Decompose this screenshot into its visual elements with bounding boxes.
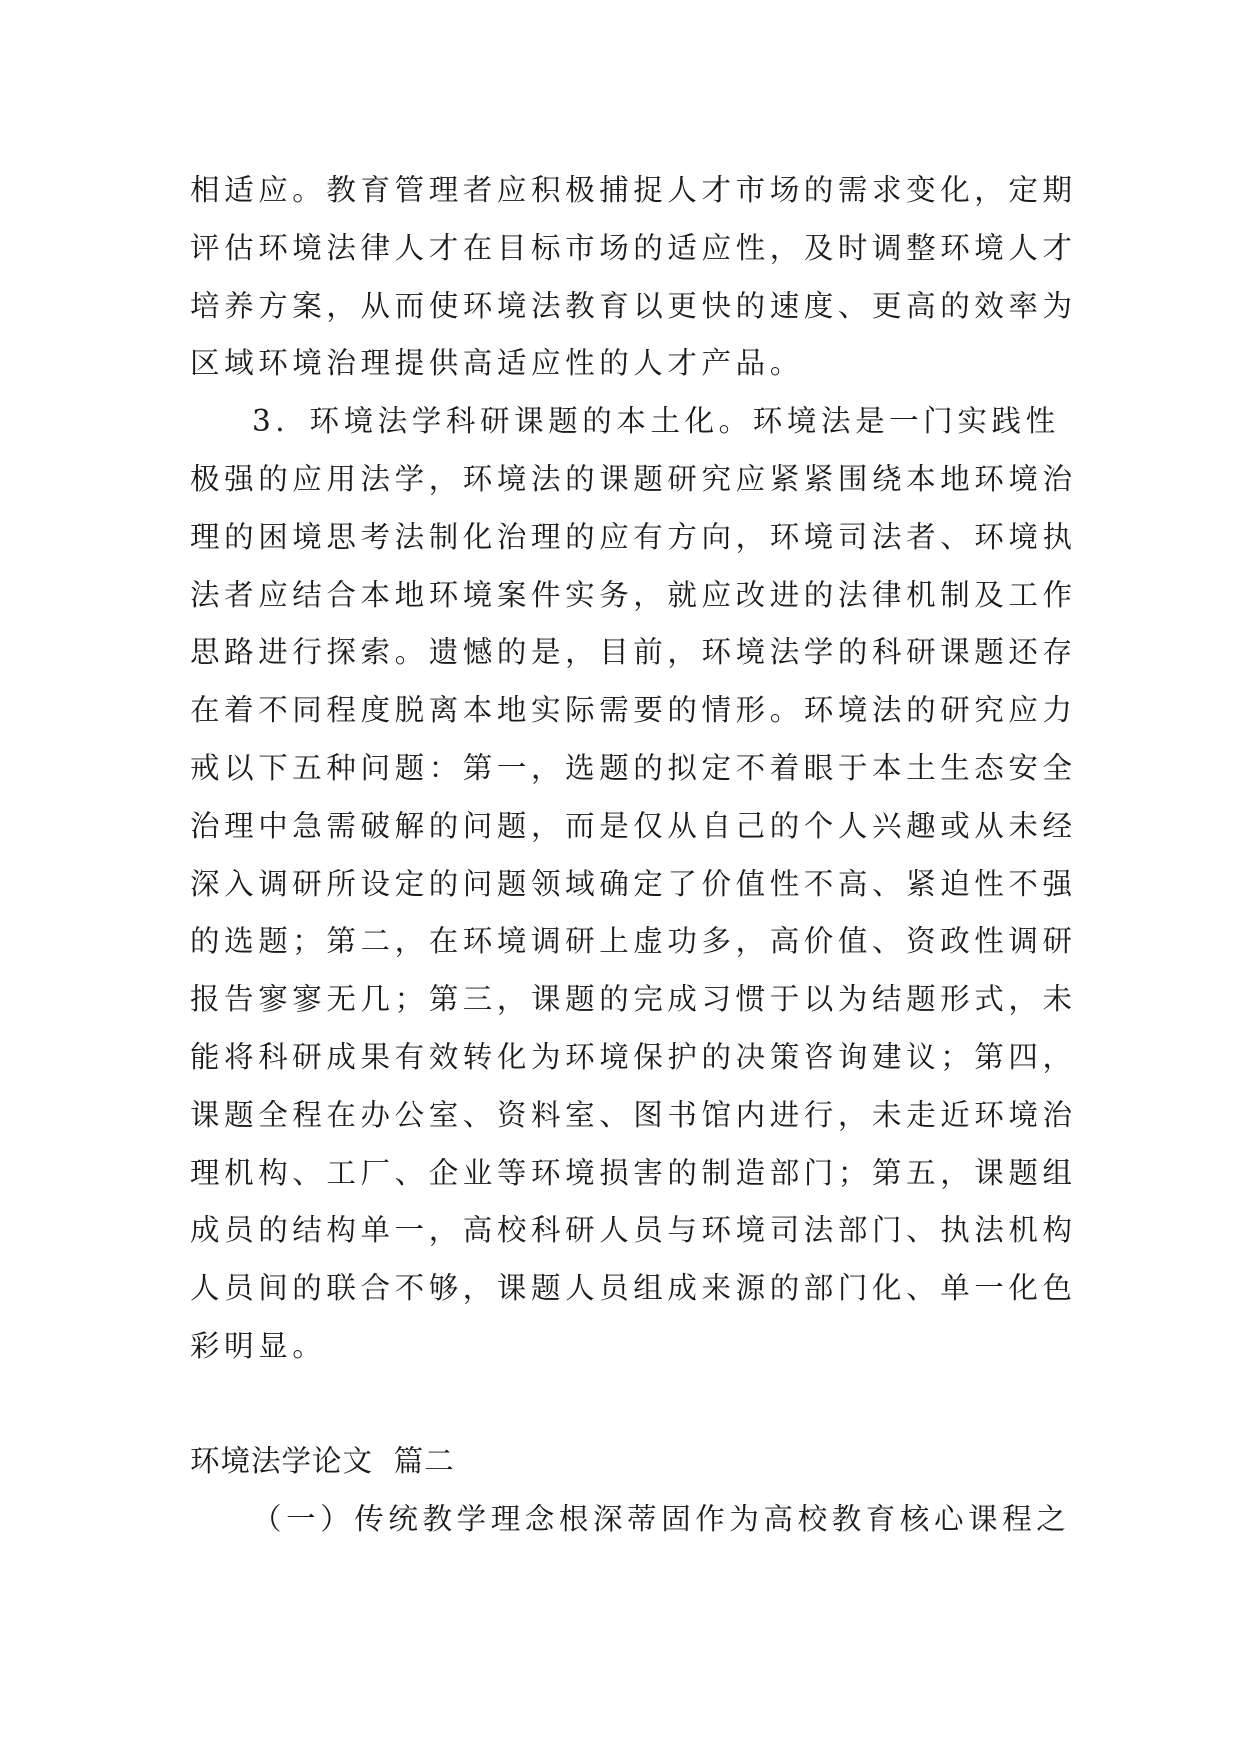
text-line: 戒以下五种问题：第一，选题的拟定不着眼于本土生态安全 <box>190 750 1077 785</box>
section-heading: 环境法学论文 篇二 <box>190 1444 455 1478</box>
text-line: 治理中急需破解的问题，而是仅从自己的个人兴趣或从未经 <box>190 808 1077 843</box>
text-line: 评估环境法律人才在目标市场的适应性，及时调整环境人才 <box>190 230 1077 265</box>
text-line: 的选题；第二，在环境调研上虚功多，高价值、资政性调研 <box>190 924 1077 959</box>
text-line: 思路进行探索。遗憾的是，目前，环境法学的科研课题还存 <box>190 635 1077 670</box>
text-line: 能将科研成果有效转化为环境保护的决策咨询建议；第四， <box>190 1039 1077 1074</box>
paragraph-start-line: （一）传统教学理念根深蒂固作为高校教育核心课程之 <box>252 1502 1071 1536</box>
text-line: 法者应结合本地环境案件实务，就应改进的法律机制及工作 <box>190 577 1077 612</box>
text-line: 区域环境治理提供高适应性的人才产品。 <box>190 346 804 381</box>
text-line: 报告寥寥无几；第三，课题的完成习惯于以为结题形式，未 <box>190 982 1077 1017</box>
text-line: 培养方案，从而使环境法教育以更快的速度、更高的效率为 <box>190 288 1077 323</box>
text-line: 课题全程在办公室、资料室、图书馆内进行，未走近环境治 <box>190 1097 1077 1132</box>
text-line: 成员的结构单一，高校科研人员与环境司法部门、执法机构 <box>190 1213 1077 1248</box>
paragraph-start-line: 3．环境法学科研课题的本土化。环境法是一门实践性 <box>252 404 1060 439</box>
text-line: 理的困境思考法制化治理的应有方向，环境司法者、环境执 <box>190 519 1077 554</box>
text-line: 在着不同程度脱离本地实际需要的情形。环境法的研究应力 <box>190 693 1077 728</box>
body-text <box>190 162 1077 1376</box>
text-line: 彩明显。 <box>190 1328 327 1363</box>
text-line: 深入调研所设定的问题领域确定了价值性不高、紧迫性不强 <box>190 866 1077 901</box>
section-two <box>190 1432 1071 1548</box>
text-line: 人员间的联合不够，课题人员组成来源的部门化、单一化色 <box>190 1271 1077 1306</box>
text-line: 理机构、工厂、企业等环境损害的制造部门；第五，课题组 <box>190 1155 1077 1190</box>
text-line: 极强的应用法学，环境法的课题研究应紧紧围绕本地环境治 <box>190 461 1077 496</box>
text-line: 相适应。教育管理者应积极捕捉人才市场的需求变化，定期 <box>190 173 1077 207</box>
